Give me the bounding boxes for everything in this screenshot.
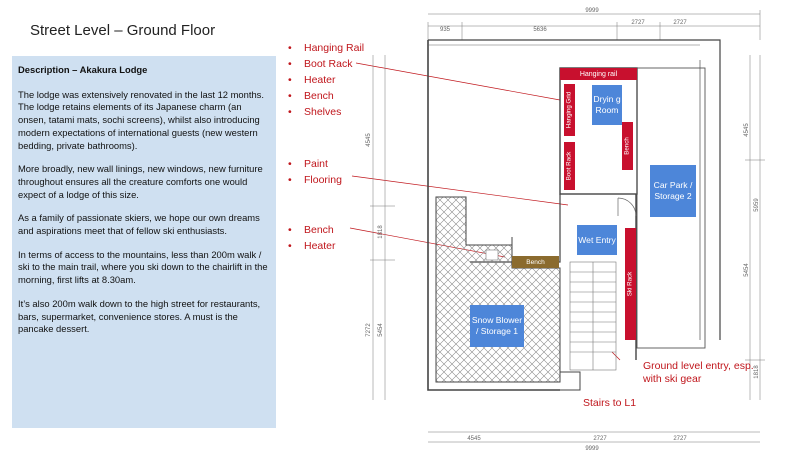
dimension-label: 5454	[378, 323, 384, 337]
description-heading: Description – Akakura Lodge	[18, 64, 148, 75]
drying-room-label: Dryin g Room	[592, 85, 622, 125]
bench-label: Bench	[623, 137, 631, 155]
dimension-label: 4545	[744, 123, 750, 137]
callout-item: • Hanging Rail	[288, 40, 364, 56]
snow-blower-label: Snow Blower / Storage 1	[470, 305, 524, 347]
description-paragraph: It’s also 200m walk down to the high street for restaurants, bars, supermarket, convenience stores. A must is the pancake dessert.	[18, 297, 261, 335]
callout-item: • Boot Rack	[288, 56, 364, 72]
stairs	[570, 262, 616, 370]
dimension-label: 5959	[754, 198, 760, 212]
car-park-label: Car Park / Storage 2	[650, 165, 696, 217]
dimension-label: 2727	[673, 20, 687, 26]
hanging-rail-label: Hanging rail	[579, 70, 618, 78]
ground-entry-annotation: Ground level entry, esp. with ski gear	[643, 360, 754, 385]
dimension-label: 5454	[744, 263, 750, 277]
callout-item: • Paint	[288, 156, 342, 172]
wet-entry-label: Wet Entry	[577, 225, 617, 255]
boot-rack-label: Boot Rack	[565, 151, 573, 181]
dimension-label: 4545	[366, 133, 372, 147]
dimension-label: 9999	[585, 8, 599, 14]
callout-item: • Shelves	[288, 104, 364, 120]
description-paragraph: The lodge was extensively renovated in the last 12 months. The lodge retains elements of its Japanese charm (an onsen, tatami mats, sochi screens), whilst also introducing modern expectations of international guests (new western bedding, private bathrooms).	[18, 88, 264, 151]
description-paragraph: More broadly, new wall linings, new windows, new furniture throughout ensures all the creature comforts one would expect of a lodge of this size.	[18, 163, 263, 200]
dimension-label: 2727	[673, 436, 687, 442]
hanging-grid-label: Hanging Grid	[565, 91, 573, 129]
page-title: Street Level – Ground Floor	[30, 22, 216, 39]
dimension-label: 2727	[631, 20, 645, 26]
callout-item: • Heater	[288, 72, 364, 88]
ski-rack-label: Ski Rack	[626, 271, 634, 297]
dimension-label: 1818	[378, 225, 384, 239]
callout-item: • Bench	[288, 88, 364, 104]
dimension-label: 9999	[585, 446, 599, 452]
dimension-label: 935	[439, 27, 451, 33]
description-paragraph: As a family of passionate skiers, we hope our own dreams and aspirations meet that of fellow ski enthusiasts.	[18, 212, 260, 237]
callout-item: • Heater	[288, 238, 336, 254]
dimension-label: 5636	[533, 27, 547, 33]
callout-item: • Bench	[288, 222, 336, 238]
dimension-label: 7272	[366, 323, 372, 337]
bench-label: Bench	[526, 258, 545, 266]
description-paragraph: In terms of access to the mountains, less than 200m walk / ski to the main trail, where you ski down to the chairlift in the morning, first lifts at 8.30am.	[18, 248, 268, 286]
dimension-label: 4545	[467, 436, 481, 442]
leader-line	[356, 63, 560, 100]
dimension-label: 2727	[593, 436, 607, 442]
stairs-annotation: Stairs to L1	[583, 397, 637, 409]
dimension-label: 1818	[754, 365, 760, 379]
callout-item: • Flooring	[288, 172, 342, 188]
